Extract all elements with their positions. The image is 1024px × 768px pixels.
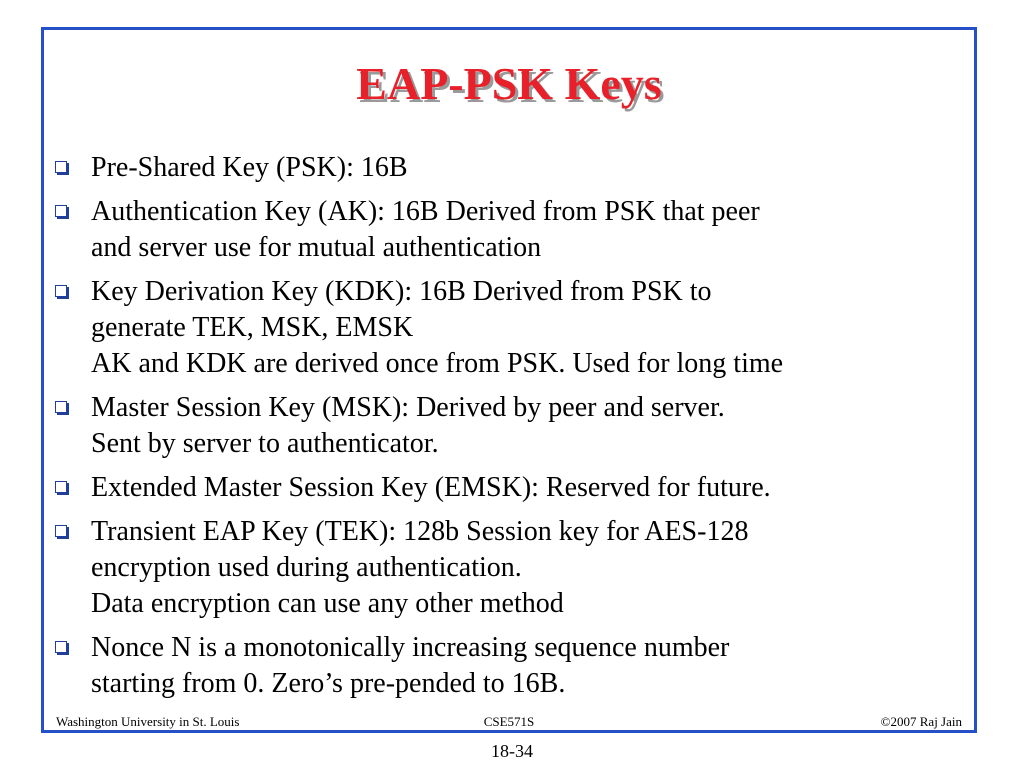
bullet-text-line: Transient EAP Key (TEK): 128b Session key for AES-128 — [91, 516, 749, 547]
slide-number: 18-34 — [491, 741, 533, 761]
bullet-text-line: and server use for mutual authentication — [91, 232, 542, 263]
bullet-text-line: Sent by server to authenticator. — [91, 428, 439, 459]
bullet-item — [52, 274, 952, 382]
footer-institution: Washington University in St. Louis — [56, 714, 240, 729]
bullet-text-line: starting from 0. Zero’s pre-pended to 16B. — [91, 668, 566, 699]
square-bullet-icon — [55, 401, 67, 413]
bullet-text-line: Master Session Key (MSK): Derived by peer and server. — [91, 392, 725, 423]
bullet-item — [52, 390, 952, 462]
bullet-item — [52, 630, 952, 702]
square-bullet-icon — [55, 285, 67, 297]
bullet-item — [52, 470, 952, 506]
bullet-item — [52, 150, 952, 186]
bullet-text-line: encryption used during authentication. — [91, 552, 522, 583]
square-bullet-icon — [55, 161, 67, 173]
bullet-list — [52, 150, 952, 710]
slide-title: EAP-PSK Keys — [356, 58, 662, 109]
footer-copyright: ©2007 Raj Jain — [880, 714, 962, 729]
bullet-text-line: Data encryption can use any other method — [91, 588, 564, 619]
footer-course: CSE571S — [483, 714, 535, 729]
bullet-text-line: Pre-Shared Key (PSK): 16B — [91, 152, 408, 183]
bullet-text-line: Key Derivation Key (KDK): 16B Derived from PSK to — [91, 276, 712, 307]
bullet-text-line: Authentication Key (AK): 16B Derived from PSK that peer — [91, 196, 760, 227]
slide-footer — [44, 713, 974, 731]
bullet-text-line: AK and KDK are derived once from PSK. Used for long time — [91, 348, 784, 379]
bullet-item — [52, 194, 952, 266]
square-bullet-icon — [55, 525, 67, 537]
bullet-item — [52, 514, 952, 622]
bullet-text-line: generate TEK, MSK, EMSK — [91, 312, 414, 343]
square-bullet-icon — [55, 641, 67, 653]
bullet-text-line: Extended Master Session Key (EMSK): Reserved for future. — [91, 472, 771, 503]
bullet-text-line: Nonce N is a monotonically increasing sequence number — [91, 632, 730, 663]
square-bullet-icon — [55, 481, 67, 493]
square-bullet-icon — [55, 205, 67, 217]
